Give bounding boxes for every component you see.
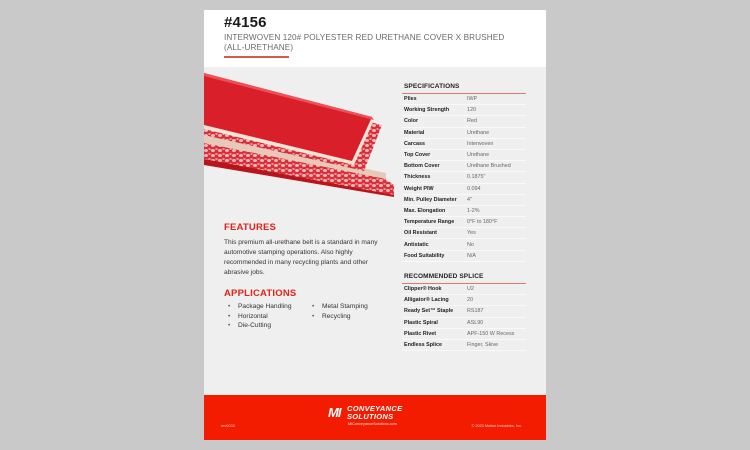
- table-row: Endless Splice Finger, Skive: [402, 340, 526, 351]
- table-row: Max. Elongation 1-2%: [402, 206, 526, 217]
- product-number: #4156: [224, 14, 267, 31]
- table-row: Weight PIW 0.094: [402, 184, 526, 195]
- table-row: Ready Set™ Staple RS187: [402, 306, 526, 317]
- table-row: Plies IWP: [402, 94, 526, 105]
- list-item: • Recycling: [312, 312, 351, 320]
- table-row: Carcass Interwoven: [402, 139, 526, 150]
- applications-heading: APPLICATIONS: [224, 288, 297, 299]
- revision-code: rev0033: [221, 424, 235, 428]
- bullet-icon: •: [228, 303, 231, 310]
- applications-list-col2: [312, 302, 368, 321]
- table-row: Plastic Spiral ASL90: [402, 318, 526, 329]
- logo-text-line2: SOLUTIONS: [347, 412, 394, 421]
- bullet-icon: •: [228, 322, 231, 329]
- list-item: • Package Handling: [228, 303, 292, 310]
- website-link[interactable]: MiConveyanceSolutions.com: [348, 422, 397, 426]
- table-row: Material Urethane: [402, 128, 526, 139]
- recommended-splice-table: [402, 273, 526, 351]
- features-text: This premium all-urethane belt is a standard in many automotive stamping operations. Also highly recommended in many recycling plants and other abrasive jobs.: [224, 239, 378, 276]
- table-row: Min. Pulley Diameter 4": [402, 195, 526, 206]
- specifications-table: [402, 83, 526, 262]
- table-row: Color Red: [402, 116, 526, 127]
- features-heading: FEATURES: [224, 222, 277, 233]
- table-row: Top Cover Urethane: [402, 150, 526, 161]
- table-row: Plastic Rivet APF-150 W Recess: [402, 329, 526, 340]
- product-description: INTERWOVEN 120# POLYESTER RED URETHANE COVER X BRUSHED (ALL-URETHANE): [224, 33, 505, 52]
- table-row: Thickness 0.1875": [402, 172, 526, 183]
- table-row: Clipper® Hook U2: [402, 284, 526, 295]
- copyright-notice: © 2023 Motion Industries, Inc.: [471, 424, 522, 428]
- table-row: Temperature Range 0°F to 180°F: [402, 217, 526, 228]
- table-row: Working Strength 120: [402, 105, 526, 116]
- spec-sheet-page: [204, 10, 546, 440]
- table-row: Bottom Cover Urethane Brushed: [402, 161, 526, 172]
- title-underline-divider: [224, 56, 289, 58]
- mi-logo-icon: MI: [328, 405, 341, 420]
- list-item: • Die-Cutting: [228, 322, 271, 329]
- header: [204, 10, 546, 67]
- table-row: Oil Resistant Yes: [402, 228, 526, 239]
- footer: [204, 395, 546, 440]
- list-item: • Horizontal: [228, 312, 268, 320]
- applications-list-col1: [228, 302, 292, 331]
- company-logo: [328, 403, 428, 431]
- specifications-heading: SPECIFICATIONS: [402, 83, 526, 94]
- splice-heading: RECOMMENDED SPLICE: [402, 273, 526, 284]
- table-row: Food Suitability N/A: [402, 251, 526, 262]
- list-item: • Metal Stamping: [312, 303, 368, 310]
- bullet-icon: •: [312, 303, 315, 310]
- belt-product-image: [204, 73, 394, 218]
- table-row: Alligator® Lacing 20: [402, 295, 526, 306]
- bullet-icon: •: [312, 312, 315, 320]
- table-row: Antistatic No: [402, 239, 526, 250]
- logo-text-line1: CONVEYANCE: [347, 404, 403, 413]
- bullet-icon: •: [228, 312, 231, 320]
